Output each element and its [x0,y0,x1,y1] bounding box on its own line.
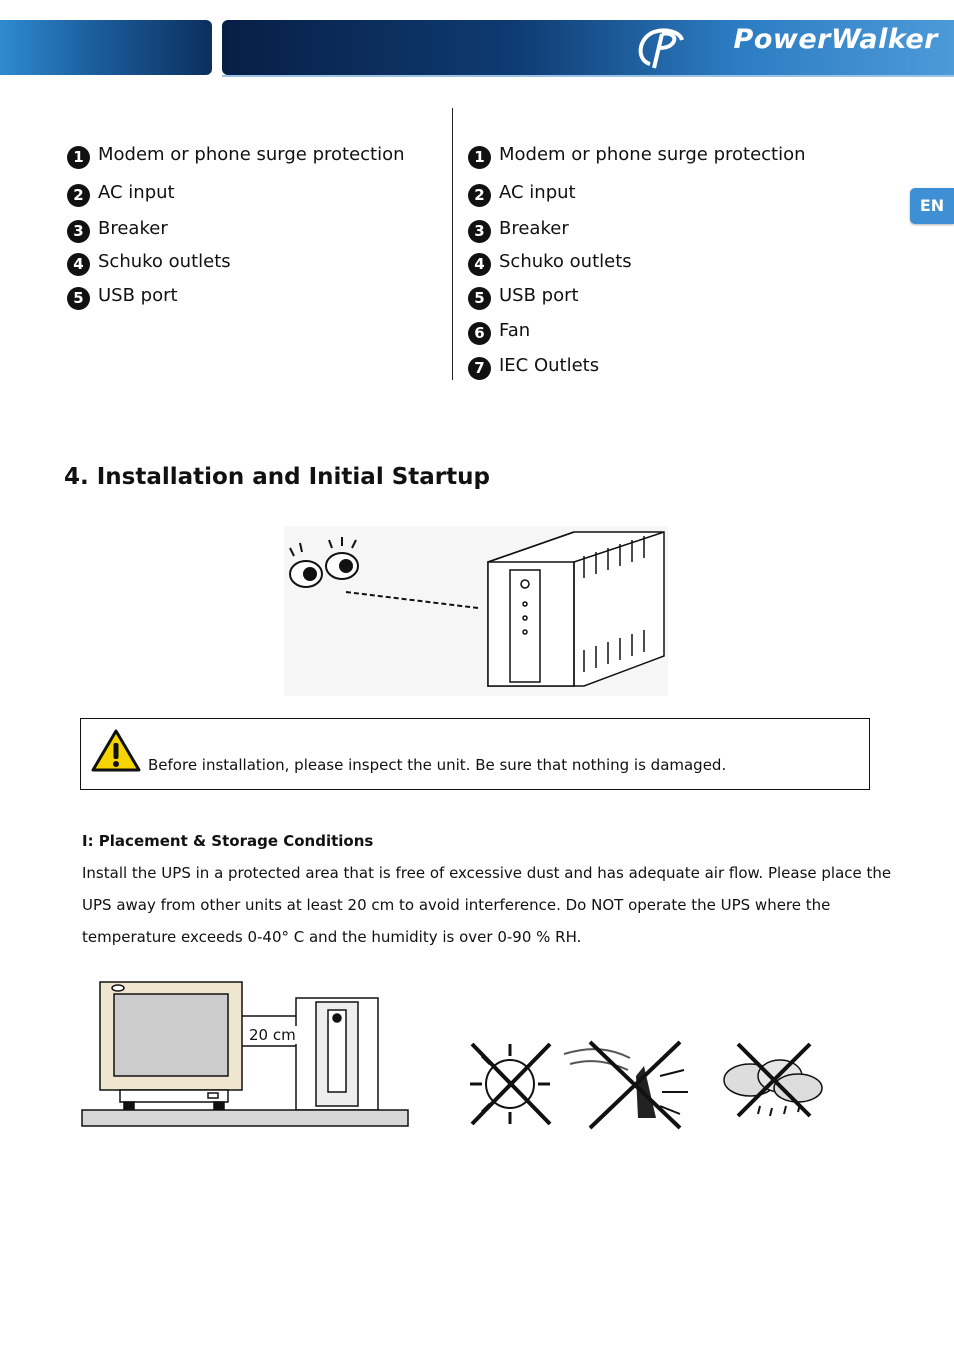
list-item-label: Schuko outlets [499,251,632,272]
list-item-label: Fan [499,320,531,341]
ups-small-icon [296,998,378,1110]
list-item-label: USB port [499,285,579,306]
number-badge: 1 [468,146,491,169]
section-heading: 4. Installation and Initial Startup [64,464,490,490]
paragraph-line: UPS away from other units at least 20 cm to avoid interference. Do NOT operate the UPS where the [82,896,831,914]
header-left-bar [0,20,212,75]
spacing-illustration [80,976,412,1130]
list-item-label: Breaker [499,218,569,239]
brand-logo-text: PowerWalker [733,24,938,55]
number-badge: 5 [67,287,90,310]
warning-triangle-icon [90,728,142,774]
distance-label: 20 cm [249,1026,296,1044]
list-item-label: Modem or phone surge protection [499,144,806,165]
prohibited-conditions [460,1036,840,1132]
list-item [468,320,530,345]
no-rain-icon [724,1044,822,1116]
list-item [67,285,178,310]
number-badge: 2 [468,184,491,207]
list-item [468,218,569,243]
list-item [67,218,168,243]
list-item [468,285,579,310]
number-badge: 5 [468,287,491,310]
number-badge: 1 [67,146,90,169]
list-item [468,355,599,380]
ups-unit-icon [488,532,664,686]
paragraph-line: temperature exceeds 0-40° C and the humidity is over 0-90 % RH. [82,928,582,946]
column-divider [452,108,453,380]
list-item [67,182,175,207]
inspect-unit-illustration [284,526,668,696]
list-item [468,251,632,276]
monitor-icon [100,982,242,1110]
number-badge: 2 [67,184,90,207]
list-item-label: Modem or phone surge protection [98,144,405,165]
language-tab-en[interactable]: EN [910,188,954,224]
no-fire-icon [564,1042,688,1128]
number-badge: 3 [468,220,491,243]
list-item [468,144,806,169]
list-item-label: IEC Outlets [499,355,600,376]
warning-box [80,718,870,790]
list-item-label: AC input [98,182,175,203]
number-badge: 3 [67,220,90,243]
list-item-label: USB port [98,285,178,306]
list-item-label: Schuko outlets [98,251,231,272]
number-badge: 4 [67,253,90,276]
list-item [67,251,231,276]
number-badge: 7 [468,357,491,380]
paragraph-line: Install the UPS in a protected area that is free of excessive dust and has adequate air flow. Please place the [82,864,892,882]
number-badge: 4 [468,253,491,276]
list-item [67,144,405,169]
list-item-label: AC input [499,182,576,203]
list-item-label: Breaker [98,218,168,239]
placement-subheading: I: Placement & Storage Conditions [82,832,374,850]
header-underline [222,75,954,77]
powerwalker-logo-icon [632,24,692,72]
warning-text: Before installation, please inspect the unit. Be sure that nothing is damaged. [148,756,727,774]
list-item [468,182,576,207]
number-badge: 6 [468,322,491,345]
no-sun-icon [470,1044,550,1124]
